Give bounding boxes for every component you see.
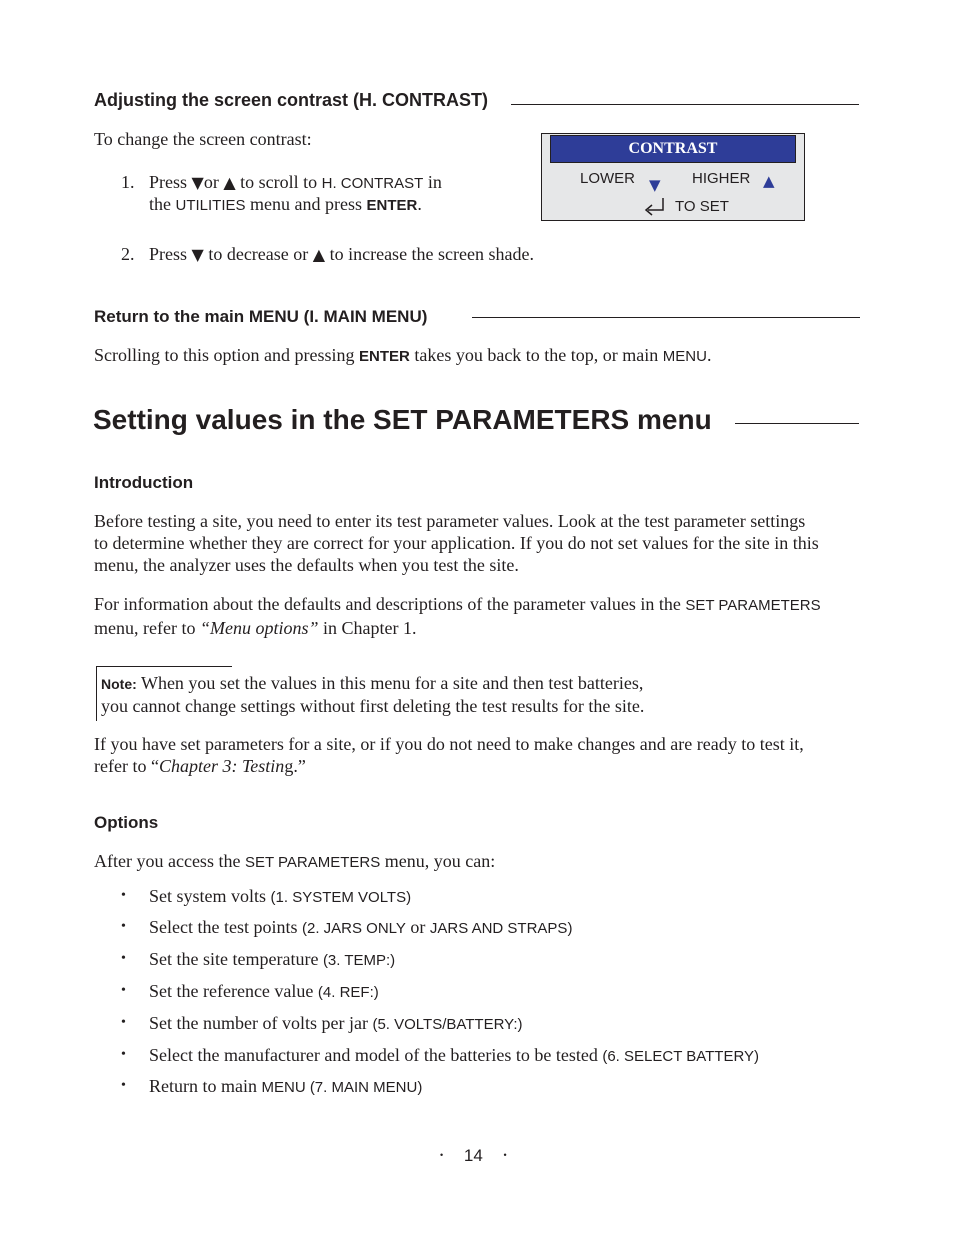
intro-p3-text-a: refer to “: [94, 756, 159, 776]
step1-text-d: in: [423, 172, 442, 192]
mainmenu-menu: MENU: [662, 348, 707, 365]
intro-p1-line1: Before testing a site, you need to enter its test parameter values. Look at the test parameter settings: [94, 511, 806, 531]
mainmenu-heading: Return to the main MENU (I. MAIN MENU): [94, 307, 428, 326]
page-footer: [440, 1146, 507, 1166]
bullet-icon: •: [121, 983, 126, 998]
note-label: Note:: [101, 676, 137, 692]
step2-number: 2.: [121, 244, 135, 264]
up-arrow-icon: ▲: [312, 245, 326, 264]
option-menu-ref: (5. VOLTS/BATTERY:): [372, 1016, 523, 1033]
bullet-icon: •: [121, 888, 126, 903]
option-text: Set system volts: [149, 886, 271, 906]
footer-ornament-left: •: [440, 1150, 444, 1160]
down-arrow-icon: ▼: [191, 173, 204, 192]
step1-text-b: or: [203, 172, 224, 192]
intro-p3-line1: If you have set parameters for a site, or if you do not need to make changes and are ready to test it,: [94, 734, 804, 754]
to-set-label: TO SET: [675, 198, 729, 215]
bullet-icon: •: [121, 951, 126, 966]
list-item: [121, 948, 396, 972]
contrast-panel-title: CONTRAST: [550, 135, 796, 163]
bullet-icon: •: [121, 1015, 126, 1030]
options-intro-b: menu, you can:: [380, 851, 496, 871]
step1-utilities: UTILITIES: [175, 197, 246, 214]
option-text: Select the test points: [149, 917, 302, 937]
option-text: Set the number of volts per jar: [149, 1013, 373, 1033]
step1-text-g: .: [417, 194, 422, 214]
intro-p2-set-parameters: SET PARAMETERS: [685, 597, 821, 614]
step1-text-e: the: [149, 194, 176, 214]
step1-number: 1.: [121, 172, 135, 192]
step2-text-c: to increase the screen shade.: [325, 244, 534, 264]
intro-p3-text-b: g.”: [284, 756, 306, 776]
option-text: Set the site temperature: [149, 949, 323, 969]
contrast-intro: To change the screen contrast:: [94, 129, 312, 149]
option-text: Return to main: [149, 1076, 262, 1096]
step1-enter: ENTER: [366, 197, 418, 214]
intro-p1-line3: menu, the analyzer uses the defaults when you test the site.: [94, 555, 519, 575]
list-item: [121, 1075, 423, 1099]
step2-text-b: to decrease or: [203, 244, 313, 264]
options-intro-set-parameters: SET PARAMETERS: [244, 854, 381, 871]
option-menu-ref: (3. TEMP:): [322, 952, 396, 969]
option-text: Select the manufacturer and model of the batteries to be tested: [149, 1045, 603, 1065]
mainmenu-text-a: Scrolling to this option and pressing: [94, 345, 359, 365]
option-menu-ref: (4. REF:): [317, 984, 379, 1001]
option-menu-ref: (1. SYSTEM VOLTS): [270, 889, 412, 906]
page-number: 14: [463, 1146, 483, 1165]
lower-label: LOWER: [580, 170, 636, 187]
mainmenu-text-c: .: [706, 345, 712, 365]
up-arrow-icon: ▲: [763, 172, 775, 190]
bullet-icon: •: [121, 919, 126, 934]
intro-p2-text-a: For information about the defaults and descriptions of the parameter values in the: [94, 594, 686, 614]
step2-text-a: Press: [149, 244, 192, 264]
down-arrow-icon: ▼: [191, 245, 204, 264]
list-item: [121, 1012, 523, 1036]
intro-heading: Introduction: [94, 473, 194, 492]
higher-label: HIGHER: [692, 170, 751, 187]
intro-p1-line2: to determine whether they are correct for your application. If you do not set values for the site in this: [94, 533, 819, 553]
options-heading: Options: [94, 813, 159, 832]
setparams-heading: Setting values in the SET PARAMETERS menu: [93, 404, 712, 435]
intro-p2-text-c: in Chapter 1.: [318, 618, 417, 638]
intro-p2-text-b: menu, refer to: [94, 618, 200, 638]
step1-text-a: Press: [149, 172, 192, 192]
option-menu-ref: (6. SELECT BATTERY): [602, 1048, 760, 1065]
list-item: [121, 1044, 760, 1068]
contrast-heading: Adjusting the screen contrast (H. CONTRAST): [94, 90, 489, 110]
option-text: Set the reference value: [149, 981, 318, 1001]
list-item: [121, 916, 573, 940]
option-menu-ref: MENU (7. MAIN MENU): [261, 1079, 423, 1096]
note-line1: When you set the values in this menu for a site and then test batteries,: [136, 673, 644, 693]
menu-options-link: “Menu options”: [199, 618, 319, 638]
mainmenu-text-b: takes you back to the top, or main: [409, 345, 663, 365]
option-text-or: or: [405, 917, 430, 937]
list-item: [121, 980, 379, 1004]
step1-h-contrast: H. CONTRAST: [321, 175, 424, 192]
option-menu-ref-2: JARS AND STRAPS): [429, 920, 573, 937]
up-arrow-icon: ▲: [223, 173, 236, 192]
option-menu-ref: (2. JARS ONLY: [301, 920, 406, 937]
footer-ornament-right: •: [503, 1150, 507, 1160]
bullet-icon: •: [121, 1047, 126, 1062]
note-line2: you cannot change settings without first deleting the test results for the site.: [101, 696, 645, 716]
chapter3-link: Chapter 3: Testin: [158, 756, 285, 776]
options-intro-a: After you access the: [94, 851, 245, 871]
down-arrow-icon: ▼: [649, 176, 661, 194]
list-item: [121, 885, 412, 909]
mainmenu-enter: ENTER: [359, 348, 410, 365]
step1-text-f: menu and press: [245, 194, 367, 214]
step1-text-c: to scroll to: [235, 172, 322, 192]
bullet-icon: •: [121, 1078, 126, 1093]
